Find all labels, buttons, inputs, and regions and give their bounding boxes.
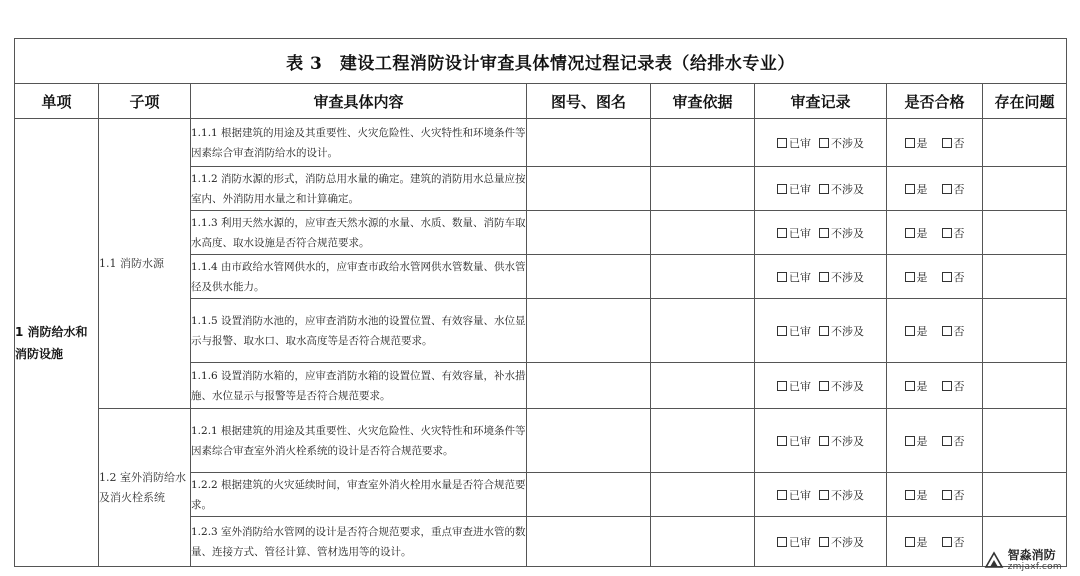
- basis-cell[interactable]: [651, 211, 755, 255]
- record-table: [14, 38, 1067, 567]
- checkbox-reviewed[interactable]: [777, 490, 787, 500]
- checkbox-no[interactable]: [942, 326, 952, 336]
- record-cell: 已审 不涉及: [755, 255, 887, 299]
- content-cell: 1.1.1 根据建筑的用途及其重要性、火灾危险性、火灾特性和环境条件等因素综合审查消防给水的设计。: [191, 119, 527, 167]
- col-basis: 审查依据: [651, 84, 755, 119]
- basis-cell[interactable]: [651, 517, 755, 567]
- content-cell: 1.1.6 设置消防水箱的，应审查消防水箱的设置位置、有效容量，补水措施、水位显示与报警等是否符合规范要求。: [191, 363, 527, 409]
- checkbox-no[interactable]: [942, 272, 952, 282]
- basis-cell[interactable]: [651, 255, 755, 299]
- col-record: 审查记录: [755, 84, 887, 119]
- record-cell: 已审 不涉及: [755, 299, 887, 363]
- record-cell: 已审 不涉及: [755, 517, 887, 567]
- checkbox-not-applicable[interactable]: [819, 184, 829, 194]
- content-cell: 1.1.4 由市政给水管网供水的，应审查市政给水管网供水管数量、供水管径及供水能力。: [191, 255, 527, 299]
- checkbox-not-applicable[interactable]: [819, 537, 829, 547]
- record-cell: 已审 不涉及: [755, 363, 887, 409]
- checkbox-reviewed[interactable]: [777, 381, 787, 391]
- record-cell: 已审 不涉及: [755, 119, 887, 167]
- content-cell: 1.1.2 消防水源的形式，消防总用水量的确定。建筑的消防用水总量应按室内、外消防用水量之和计算确定。: [191, 167, 527, 211]
- issues-cell[interactable]: [983, 119, 1067, 167]
- content-cell: 1.2.2 根据建筑的火灾延续时间，审查室外消火栓用水量是否符合规范要求。: [191, 473, 527, 517]
- checkbox-no[interactable]: [942, 228, 952, 238]
- col-item: 单项: [15, 84, 99, 119]
- table-title: 表 3 建设工程消防设计审查具体情况过程记录表（给排水专业）: [15, 39, 1067, 84]
- drawing-cell[interactable]: [527, 255, 651, 299]
- basis-cell[interactable]: [651, 473, 755, 517]
- drawing-cell[interactable]: [527, 473, 651, 517]
- drawing-cell[interactable]: [527, 167, 651, 211]
- table-row: [15, 409, 1067, 473]
- header-row: [15, 84, 1067, 119]
- qualified-cell: 是 否: [887, 211, 983, 255]
- qualified-cell: 是 否: [887, 409, 983, 473]
- checkbox-yes[interactable]: [905, 436, 915, 446]
- drawing-cell[interactable]: [527, 517, 651, 567]
- drawing-cell[interactable]: [527, 211, 651, 255]
- checkbox-not-applicable[interactable]: [819, 326, 829, 336]
- checkbox-not-applicable[interactable]: [819, 381, 829, 391]
- basis-cell[interactable]: [651, 363, 755, 409]
- checkbox-reviewed[interactable]: [777, 436, 787, 446]
- drawing-cell[interactable]: [527, 299, 651, 363]
- col-qualified: 是否合格: [887, 84, 983, 119]
- record-sheet: [14, 38, 1066, 567]
- qualified-cell: 是 否: [887, 363, 983, 409]
- col-drawing: 图号、图名: [527, 84, 651, 119]
- basis-cell[interactable]: [651, 299, 755, 363]
- content-cell: 1.1.5 设置消防水池的，应审查消防水池的设置位置、有效容量、水位显示与报警、取水口、取水高度等是否符合规范要求。: [191, 299, 527, 363]
- checkbox-not-applicable[interactable]: [819, 490, 829, 500]
- checkbox-yes[interactable]: [905, 381, 915, 391]
- checkbox-reviewed[interactable]: [777, 184, 787, 194]
- qualified-cell: 是 否: [887, 299, 983, 363]
- checkbox-not-applicable[interactable]: [819, 228, 829, 238]
- checkbox-reviewed[interactable]: [777, 138, 787, 148]
- record-cell: 已审 不涉及: [755, 211, 887, 255]
- watermark-name: 智淼消防: [1007, 548, 1056, 562]
- issues-cell[interactable]: [983, 409, 1067, 473]
- checkbox-reviewed[interactable]: [777, 326, 787, 336]
- qualified-cell: 是 否: [887, 167, 983, 211]
- record-cell: 已审 不涉及: [755, 409, 887, 473]
- checkbox-no[interactable]: [942, 436, 952, 446]
- qualified-cell: 是 否: [887, 119, 983, 167]
- qualified-cell: 是 否: [887, 255, 983, 299]
- record-cell: 已审 不涉及: [755, 167, 887, 211]
- qualified-cell: 是 否: [887, 473, 983, 517]
- checkbox-no[interactable]: [942, 490, 952, 500]
- issues-cell[interactable]: [983, 363, 1067, 409]
- issues-cell[interactable]: [983, 255, 1067, 299]
- checkbox-no[interactable]: [942, 138, 952, 148]
- checkbox-no[interactable]: [942, 381, 952, 391]
- checkbox-not-applicable[interactable]: [819, 272, 829, 282]
- basis-cell[interactable]: [651, 167, 755, 211]
- item-cell: 1 消防给水和消防设施: [15, 119, 99, 567]
- checkbox-no[interactable]: [942, 184, 952, 194]
- content-cell: 1.2.3 室外消防给水管网的设计是否符合规范要求，重点审查进水管的数量、连接方式、管径计算、管材选用等的设计。: [191, 517, 527, 567]
- content-cell: 1.2.1 根据建筑的用途及其重要性、火灾危险性、火灾特性和环境条件等因素综合审查室外消火栓系统的设计是否符合规范要求。: [191, 409, 527, 473]
- issues-cell[interactable]: [983, 211, 1067, 255]
- checkbox-yes[interactable]: [905, 272, 915, 282]
- qualified-cell: 是 否: [887, 517, 983, 567]
- checkbox-not-applicable[interactable]: [819, 138, 829, 148]
- content-cell: 1.1.3 利用天然水源的，应审查天然水源的水量、水质、数量、消防车取水高度、取水设施是否符合规范要求。: [191, 211, 527, 255]
- record-cell: 已审 不涉及: [755, 473, 887, 517]
- table-row: [15, 119, 1067, 167]
- checkbox-yes[interactable]: [905, 326, 915, 336]
- issues-cell[interactable]: [983, 167, 1067, 211]
- basis-cell[interactable]: [651, 409, 755, 473]
- checkbox-reviewed[interactable]: [777, 537, 787, 547]
- checkbox-yes[interactable]: [905, 138, 915, 148]
- col-content: 审查具体内容: [191, 84, 527, 119]
- issues-cell[interactable]: [983, 299, 1067, 363]
- subitem-cell-1-1: 1.1 消防水源: [99, 119, 191, 409]
- checkbox-reviewed[interactable]: [777, 228, 787, 238]
- drawing-cell[interactable]: [527, 409, 651, 473]
- issues-cell[interactable]: [983, 473, 1067, 517]
- watermark-logo: [984, 548, 1062, 572]
- drawing-cell[interactable]: [527, 119, 651, 167]
- col-issues: 存在问题: [983, 84, 1067, 119]
- col-subitem: 子项: [99, 84, 191, 119]
- checkbox-yes[interactable]: [905, 228, 915, 238]
- checkbox-yes[interactable]: [905, 490, 915, 500]
- checkbox-yes[interactable]: [905, 537, 915, 547]
- watermark-url: zmjaxf.com: [1007, 562, 1062, 572]
- drawing-cell[interactable]: [527, 363, 651, 409]
- checkbox-no[interactable]: [942, 537, 952, 547]
- basis-cell[interactable]: [651, 119, 755, 167]
- flame-logo-icon: [984, 551, 1004, 569]
- subitem-cell-1-2: 1.2 室外消防给水及消火栓系统: [99, 409, 191, 567]
- checkbox-not-applicable[interactable]: [819, 436, 829, 446]
- checkbox-reviewed[interactable]: [777, 272, 787, 282]
- checkbox-yes[interactable]: [905, 184, 915, 194]
